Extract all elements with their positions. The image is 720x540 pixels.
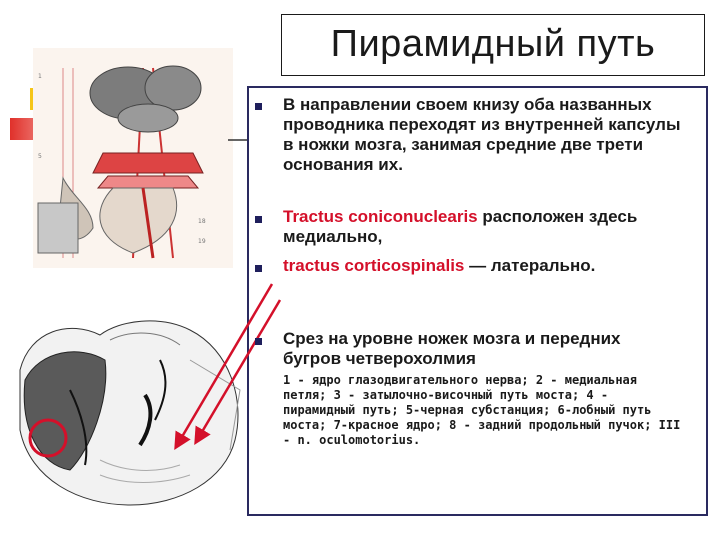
brain-pathway-illustration [33,48,233,268]
bullet-2-rest: расположен здесь медиально, [283,207,638,246]
bullet-marker [255,265,262,272]
svg-text:19: 19 [198,238,206,245]
svg-text:1: 1 [38,73,42,80]
title-box [281,14,705,76]
term-corticospinalis: tractus corticospinalis [283,256,465,275]
bullet-4-text: Срез на уровне ножек мозга и передних бугров четверохолмия [283,329,621,368]
slide-title: Пирамидный путь [330,23,656,65]
bullet-3-text [283,256,683,276]
bullet-marker [255,103,262,110]
figure-caption: 1 - ядро глазодвигательного нерва; 2 - медиальная петля; 3 - затылочно-височный путь моста; 4 - пирамидный путь; 5-черная субстанция; 6-лобный путь моста; 7-красное ядро; 8 - задний продольный пучок; III - n. oculomotorius. [283,373,681,447]
svg-text:5: 5 [38,153,42,160]
bullet-marker [255,338,262,345]
bullet-2-text [283,207,683,247]
bullet-1-text: В направлении своем книзу оба названных проводника переходят из внутренней капсулы в ножки мозга, занимая средние две трети основания их. [283,95,681,174]
midbrain-section-illustration [10,300,250,512]
bullet-3-rest: — латерально. [464,256,596,275]
term-coniconuclearis: Tractus coniconuclearis [283,207,478,226]
bullet-marker [255,216,262,223]
svg-text:18: 18 [198,218,206,225]
